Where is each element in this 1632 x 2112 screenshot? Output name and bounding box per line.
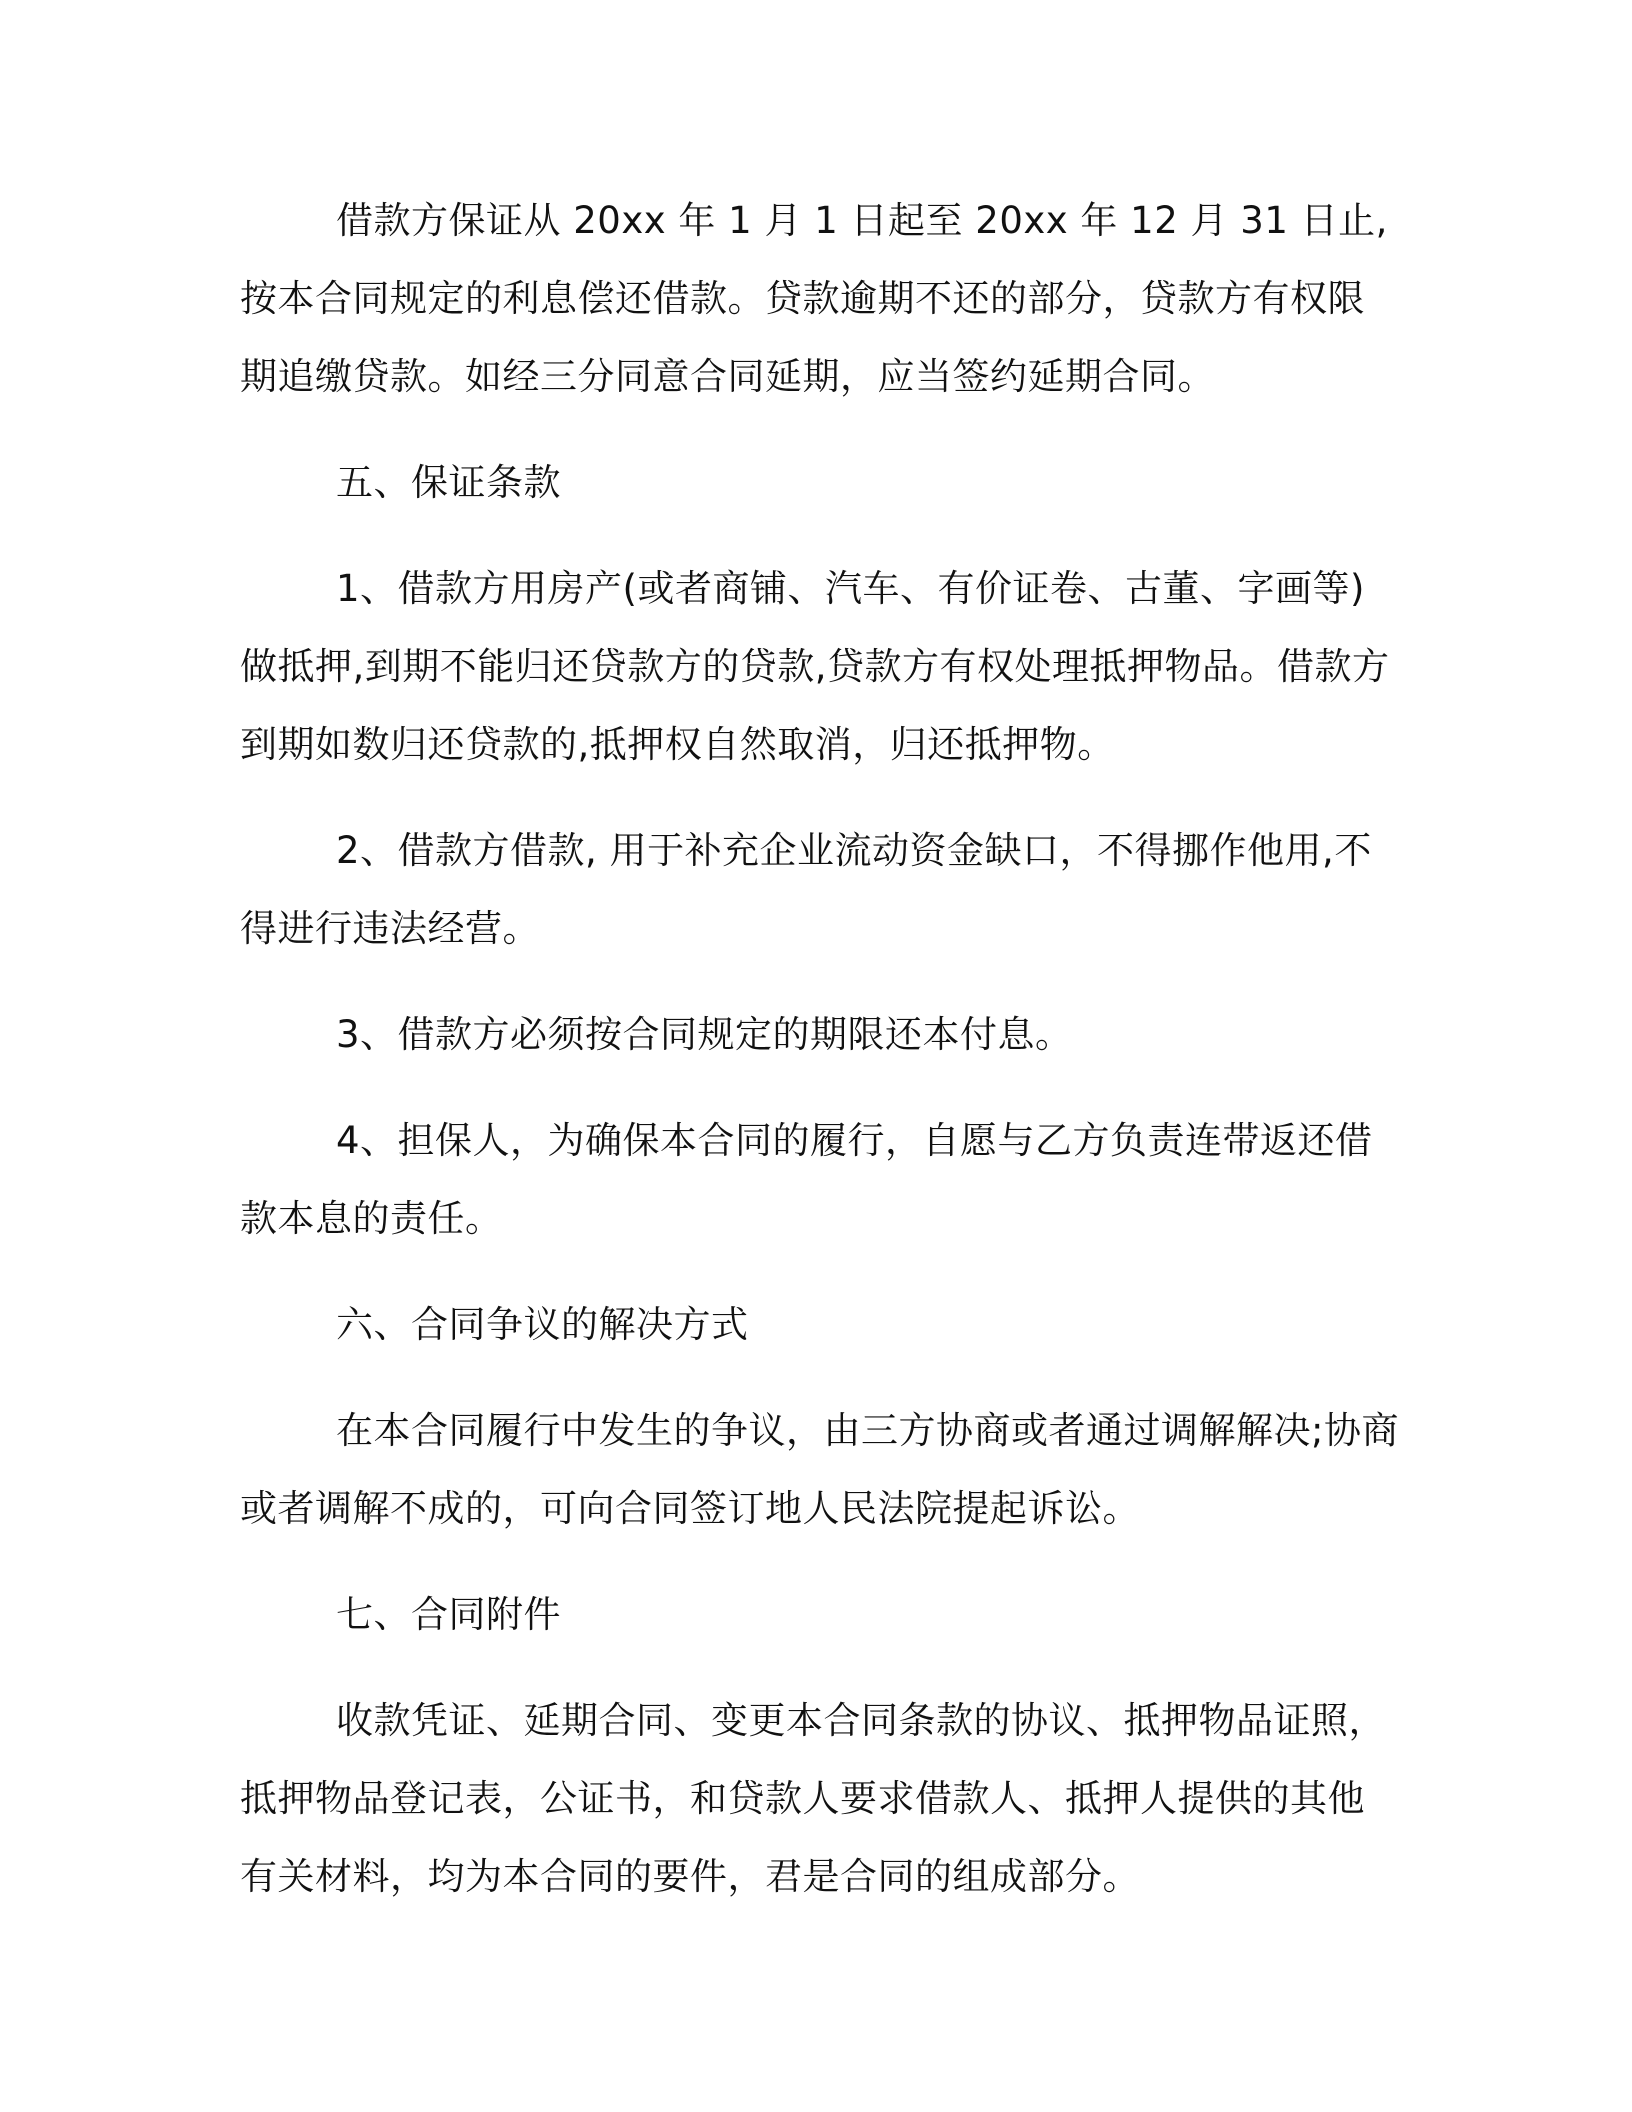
clause-3-repayment: 3、借款方必须按合同规定的期限还本付息。 <box>336 1013 1073 1056</box>
clause-2-loan-usage: 2、借款方借款, 用于补充企业流动资金缺口，不得挪作他用,不得进行违法经营。 <box>240 829 1372 950</box>
section-heading-attachments: 七、合同附件 <box>336 1593 561 1636</box>
paragraph-dispute-resolution: 在本合同履行中发生的争议，由三方协商或者通过调解解决;协商或者调解不成的，可向合同签订地人民法院提起诉讼。 <box>240 1409 1399 1530</box>
paragraph-repayment-period: 借款方保证从 20xx 年 1 月 1 日起至 20xx 年 12 月 31 日止,按本合同规定的利息偿还借款。贷款逾期不还的部分，贷款方有权限期追缴贷款。如经三分同意合同延期，应当签约延期合同。 <box>240 199 1388 398</box>
clause-4-guarantor: 4、担保人，为确保本合同的履行，自愿与乙方负责连带返还借款本息的责任。 <box>240 1119 1373 1240</box>
clause-1-mortgage: 1、借款方用房产(或者商铺、汽车、有价证卷、古董、字画等)做抵押,到期不能归还贷款方的贷款,贷款方有权处理抵押物品。借款方到期如数归还贷款的,抵押权自然取消，归还抵押物。 <box>240 567 1390 766</box>
section-heading-dispute-resolution: 六、合同争议的解决方式 <box>336 1303 749 1346</box>
document-body <box>240 182 1400 1944</box>
section-heading-guarantee-terms: 五、保证条款 <box>336 461 561 504</box>
paragraph-attachments: 收款凭证、延期合同、变更本合同条款的协议、抵押物品证照，抵押物品登记表，公证书，和贷款人要求借款人、抵押人提供的其他有关材料，均为本合同的要件，君是合同的组成部分。 <box>240 1699 1386 1898</box>
